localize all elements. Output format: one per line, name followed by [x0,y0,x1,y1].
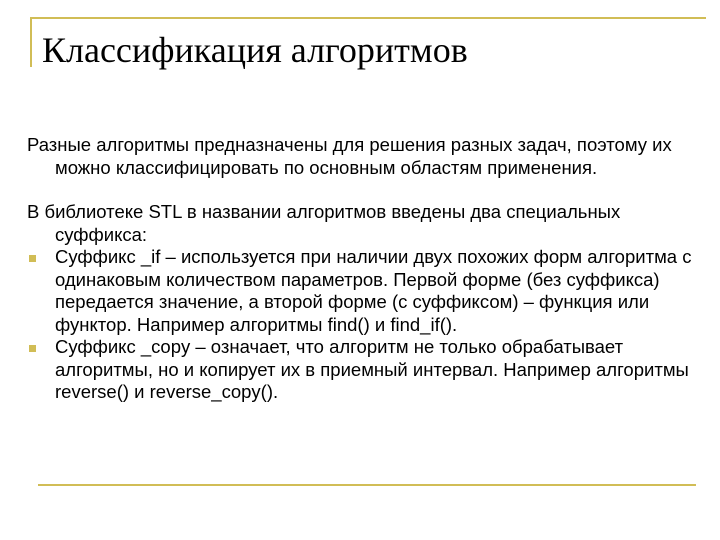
square-bullet-icon [29,345,36,352]
stl-suffix-paragraph: В библиотеке STL в названии алгоритмов введены два специальных суффикса: [27,201,621,245]
list-item-text: Суффикс _if – используется при наличии двух похожих форм алгоритма с одинаковым количеством параметров. Первой форме (без суффикса) передается значение, а второй форме (с суффиксом) – функция или функтор. Например алгоритмы find() и find_if(). [55,246,692,335]
title-top-rule [30,17,706,19]
list-item-text: Суффикс _copy – означает, что алгоритм не только обрабатывает алгоритмы, но и копирует их в приемный интервал. Например алгоритмы reverse() и reverse_copy(). [55,336,689,402]
list-item [27,246,697,336]
slide-title: Классификация алгоритмов [42,30,468,70]
list-item [27,336,697,404]
slide-body [27,134,697,404]
suffix-list [27,246,697,404]
square-bullet-icon [29,255,36,262]
footer-rule [38,484,696,486]
intro-paragraph: Разные алгоритмы предназначены для решения разных задач, поэтому их можно классифицировать по основным областям применения. [27,134,672,178]
title-left-rule [30,17,32,67]
